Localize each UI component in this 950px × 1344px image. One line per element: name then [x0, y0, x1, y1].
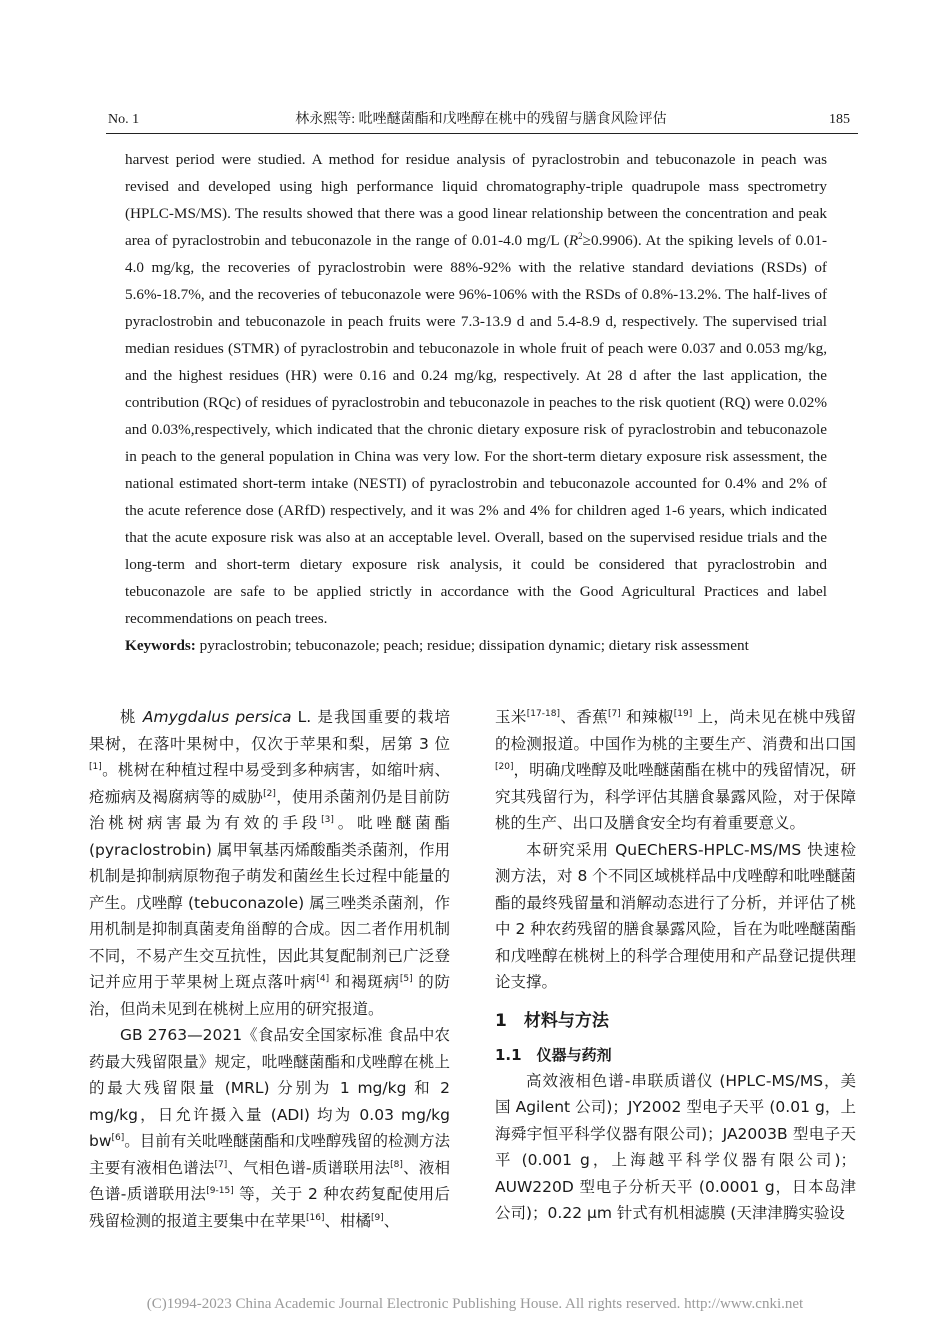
intro-paragraph-4: 本研究采用 QuEChERS-HPLC-MS/MS 快速检测方法，对 8 个不同区域桃样品中戊唑醇和吡唑醚菌酯的最终残留量和消解动态进行了分析，并评估了桃中 2 种农药残留的膳食暴露风险，旨在为吡唑醚菌酯和戊唑醇在桃树上的科学合理使用和产品登记提供理论支撑。 — [495, 840, 856, 991]
page-number: 185 — [829, 112, 850, 127]
right-column — [495, 704, 856, 1227]
keywords-label: Keywords: — [125, 637, 196, 654]
left-column — [89, 704, 450, 1234]
intro-paragraph-3: 玉米[17-18]、香蕉[7] 和辣椒[19] 上，尚未见在桃中残留的检测报道。中国作为桃的主要生产、消费和出口国[20]，明确戊唑醇及吡唑醚菌酯在桃中的残留情况，研究其残留行为，科学评估其膳食暴露风险，对于保障桃的生产、出口及膳食安全均有着重要意义。 — [495, 708, 856, 832]
abstract-text: harvest period were studied. A method for residue analysis of pyraclostrobin and tebuconazole in peach was revised and developed using high performance liquid chromatography-triple quadrupole mass spectrometry (HPLC-MS/MS). The results showed that there was a good linear relationship between the concentration and peak area of pyraclostrobin and tebuconazole in the range of 0.01-4.0 mg/L $(R^2\ge 0.9906)$. At the spiking levels of 0.01-4.0 mg/kg, the recoveries of pyraclostrobin were 88%-92% with the relative standard deviations (RSDs) of 5.6%-18.7%, and the recoveries of tebuconazole were 96%-106% with the RSDs of 0.8%-13.2%. The half-lives of pyraclostrobin and tebuconazole in peach fruits were 7.3-13.9 d and 5.4-8.9 d, respectively. The supervised trial median residues (STMR) of pyraclostrobin and tebuconazole in whole fruit of peach were 0.037 and 0.053 mg/kg, and the highest residues (HR) were 0.16 and 0.24 mg/kg, respectively. At 28 d after the last application, the contribution (RQc) of residues of pyraclostrobin and tebuconazole in peaches to the risk quotient (RQ) were 0.02% and 0.03%,respectively, which indicated that the chronic dietary exposure risk of pyraclostrobin and tebuconazole in peach to the general population in China was very low. For the short-term dietary exposure risk assessment, the national estimated short-term intake (NESTI) of pyraclostrobin and tebuconazole accounted for 0.4% and 2% of the acute reference dose (ARfD) respectively, and it was 2% and 4% for children aged 1-6 years, which indicated that the acute exposure risk was also at an acceptable level. Overall, based on the supervised residue trials and the long-term and short-term dietary exposure risk analysis, it could be considered that pyraclostrobin and tebuconazole are safe to be applied strictly in accordance with the Good Agricultural Practices and label recommendations on peach trees. — [125, 151, 828, 627]
intro-paragraph-1: 桃 Amygdalus persica L. 是我国重要的栽培果树，在落叶果树中，仅次于苹果和梨，居第 3 位[1]。桃树在种植过程中易受到多种病害，如缩叶病、疮痂病及褐腐病等的威胁[2]，使用杀菌剂仍是目前防治桃树病害最为有效的手段[3]。吡唑醚菌酯 (pyraclostrobin) 属甲氧基丙烯酸酯类杀菌剂，作用机制是抑制病原物孢子萌发和菌丝生长过程中能量的产生。戊唑醇 (tebuconazole) 属三唑类杀菌剂，作用机制是抑制真菌麦角甾醇的合成。因二者作用机制不同，不易产生交互抗性，因此其复配制剂已广泛登记并应用于苹果树上斑点落叶病[4] 和褐斑病[5] 的防治，但尚未见到在桃树上应用的研究报道。 — [89, 708, 450, 1018]
materials-paragraph: 高效液相色谱-串联质谱仪 (HPLC-MS/MS，美国 Agilent 公司)；JY2002 型电子天平 (0.01 g，上海舜宇恒平科学仪器有限公司)；JA2003B 型电子天平 (0.001 g，上海越平科学仪器有限公司)；AUW220D 型电子分析天平 (0.0001 g，日本岛津公司)；0.22 μm 针式有机相滤膜 (天津津腾实验设 — [495, 1071, 856, 1222]
header-rule — [106, 133, 858, 134]
intro-paragraph-2: GB 2763—2021《食品安全国家标准 食品中农药最大残留限量》规定，吡唑醚菌酯和戊唑醇在桃上的最大残留限量 (MRL) 分别为 1 mg/kg 和 2 mg/kg，日允许摄入量 (ADI) 均为 0.03 mg/kg bw[6]。目前有关吡唑醚菌酯和戊唑醇残留的检测方法主要有液相色谱法[7]、气相色谱-质谱联用法[8]、液相色谱-质谱联用法[9-15] 等，关于 2 种农药复配使用后残留检测的报道主要集中在苹果[16]、柑橘[9]、 — [89, 1026, 450, 1230]
section-heading-1: 1 材料与方法 — [495, 1010, 609, 1031]
running-title: 林永熙等: 吡唑醚菌酯和戊唑醇在桃中的残留与膳食风险评估 — [295, 112, 667, 127]
running-header — [108, 110, 854, 130]
abstract — [125, 146, 827, 659]
copyright-footer: (C)1994-2023 China Academic Journal Electronic Publishing House. All rights reserved. http://www.cnki.net — [146, 1296, 804, 1312]
issue-number: No. 1 — [108, 112, 140, 127]
section-heading-1-1: 1.1 仪器与药剂 — [495, 1045, 612, 1064]
keywords-line — [125, 632, 827, 659]
keywords-text: pyraclostrobin; tebuconazole; peach; residue; dissipation dynamic; dietary risk assessment — [199, 637, 749, 654]
